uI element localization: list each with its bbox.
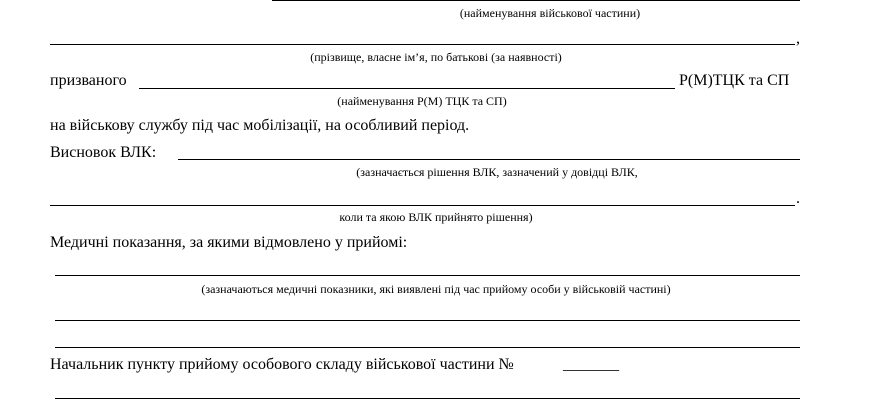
military-unit-line[interactable] <box>272 0 800 1</box>
vlk-line-2[interactable] <box>50 205 795 206</box>
medical-line-1[interactable] <box>55 275 800 276</box>
rtck-suffix: Р(М)ТЦК та СП <box>679 72 790 89</box>
rtck-name-line[interactable] <box>139 88 675 89</box>
rtck-caption: (найменування Р(М) ТЦК та СП) <box>337 94 507 108</box>
vlk-caption-2: коли та якою ВЛК прийнято рішення) <box>339 210 533 224</box>
full-name-line[interactable] <box>50 44 795 45</box>
medical-line-2[interactable] <box>55 320 800 321</box>
vlk-line-1[interactable] <box>178 159 800 160</box>
vlk-period: . <box>796 190 800 207</box>
signature-line[interactable] <box>55 398 800 399</box>
vlk-label: Висновок ВЛК: <box>50 144 157 161</box>
called-label: призваного <box>50 72 127 89</box>
medical-caption: (зазначаються медичні показники, які виявлені під час прийому особи у військовій частині) <box>201 282 671 296</box>
military-unit-caption: (найменування військової частини) <box>459 6 641 20</box>
chief-label: Начальник пункту прийому особового складу військової частини № <box>50 356 514 373</box>
service-text: на військову службу під час мобілізації, на особливий період. <box>50 117 470 134</box>
full-name-caption: (прізвище, власне ім’я, по батькові (за наявності) <box>310 50 562 64</box>
vlk-caption-1: (зазначається рішення ВЛК, зазначений у довідці ВЛК, <box>356 165 638 179</box>
chief-unit-number-blank[interactable]: _______ <box>563 356 619 373</box>
medical-label: Медичні показання, за якими відмовлено у прийомі: <box>50 234 408 251</box>
medical-line-3[interactable] <box>55 347 800 348</box>
full-name-comma: , <box>796 30 800 47</box>
